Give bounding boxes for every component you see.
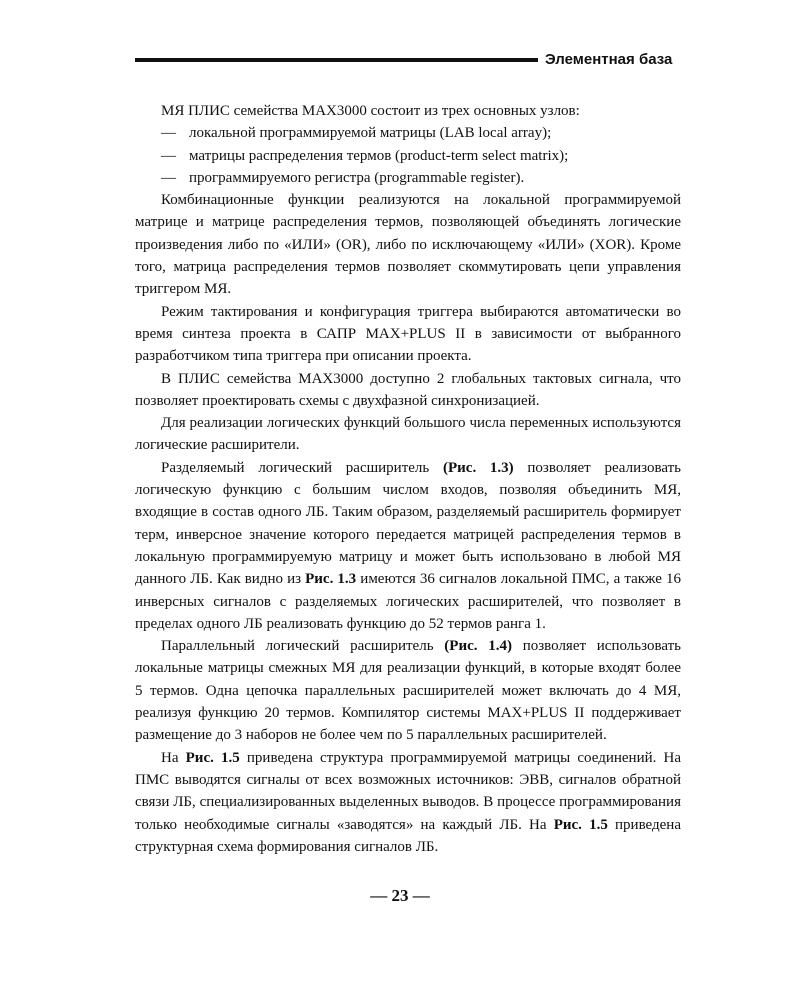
list-item xyxy=(135,145,681,167)
header-rule xyxy=(135,58,538,62)
list-dash: — xyxy=(161,147,176,164)
text-run: приведена структурная схема формирования сигналов ЛБ. xyxy=(135,816,681,855)
text-run: позволяет использовать локальные матрицы смежных МЯ для реализации функций, в которые входят более 5 термов. Одна цепочка параллельных расширителей может включать до 4 МЯ, реализуя функцию 20 термов. Компилятор системы MAX+PLUS II поддерживает размещение до 3 наборов не более чем по 5 параллельных расширителей. xyxy=(135,638,681,744)
list-item-text: локальной программируемой матрицы (LAB local array); xyxy=(189,125,552,142)
running-header-title: Элементная база xyxy=(545,51,673,68)
text-run: имеются 36 сигналов локальной ПМС, а также 16 инверсных сигналов с разделяемых логических расширителей, что позволяет в пределах одного ЛБ реализовать функцию до 52 термов ранга 1. xyxy=(135,571,681,632)
intro-paragraph: МЯ ПЛИС семейства MAX3000 состоит из трех основных узлов: xyxy=(161,103,580,119)
text-run: приведена структура программируемой матрицы соединений. На ПМС выводятся сигналы от всех возможных источников: ЭВВ, сигналов обратной связи ЛБ, специализированных выделенных выводов. В процессе программирования только необходимые сигналы «заводятся» на каждый ЛБ. На xyxy=(135,749,681,833)
text-run: позволяет реализовать логическую функцию с большим числом входов, позволяя объединить МЯ, входящие в состав одного ЛБ. Таким образом, разделяемый расширитель формирует терм, инверсное значение которого передается матрицей распределения термов в локальную программируемую матрицу и может быть использовано в любой МЯ данного ЛБ. Как видно из xyxy=(135,459,681,588)
text-run: На xyxy=(161,749,186,766)
text-run: Разделяемый логический расширитель xyxy=(161,459,443,476)
paragraph-expanders: Для реализации логических функций большого числа переменных используются логические расширители. xyxy=(135,415,681,454)
paragraph-shared-expander xyxy=(135,457,681,635)
paragraph-combinational: Комбинационные функции реализуются на локальной программируемой матрице и матрице распределения термов, позволяющей объединять логические произведения либо по «ИЛИ» (OR), либо по исключающему «ИЛИ» (XOR). Кроме того, матрица распределения термов позволяет скоммутировать цепи управления триггером МЯ. xyxy=(135,192,681,298)
paragraph-clocking: Режим тактирования и конфигурация триггера выбираются автоматически во время синтеза проекта в САПР MAX+PLUS II в зависимости от выбранного разработчиком типа триггера при описании проекта. xyxy=(135,303,681,365)
figure-reference: (Рис. 1.3) xyxy=(442,459,514,476)
list-item-text: программируемого регистра (programmable register). xyxy=(189,169,525,186)
list-dash: — xyxy=(161,169,176,186)
text-run: Параллельный логический расширитель xyxy=(161,638,445,655)
figure-reference: Рис. 1.5 xyxy=(553,816,608,833)
figure-reference: Рис. 1.3 xyxy=(305,571,357,588)
figure-reference: (Рис. 1.4) xyxy=(444,638,512,655)
paragraph-global-clocks: В ПЛИС семейства MAX3000 доступно 2 глобальных тактовых сигнала, что позволяет проектировать схемы с двухфазной синхронизацией. xyxy=(135,370,681,409)
page-number: — 23 — xyxy=(370,886,430,905)
figure-reference: Рис. 1.5 xyxy=(185,749,240,766)
page-body xyxy=(135,100,681,858)
list-dash: — xyxy=(161,125,176,142)
paragraph-parallel-expander xyxy=(135,635,681,746)
list-item xyxy=(135,167,681,189)
list-item xyxy=(135,122,681,144)
list-item-text: матрицы распределения термов (product-term select matrix); xyxy=(189,147,569,164)
paragraph-pms-structure xyxy=(135,747,681,858)
